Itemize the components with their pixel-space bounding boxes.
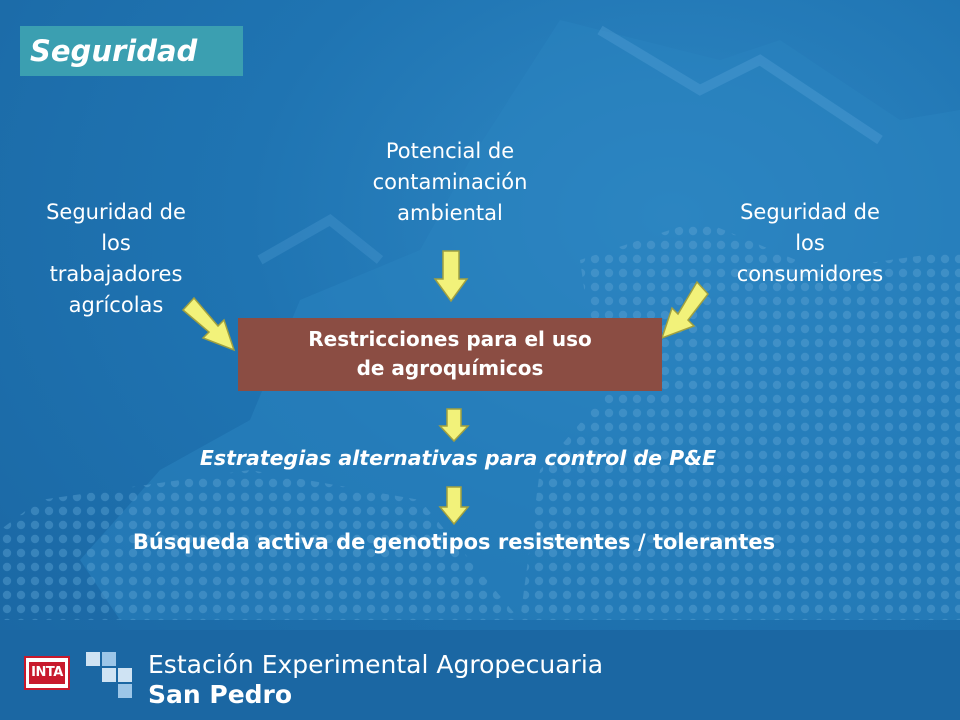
inta-logo-text: INTA — [29, 662, 65, 684]
genotype-search-text: Búsqueda activa de genotipos resistentes / tolerantes — [132, 530, 776, 554]
inta-logo — [24, 656, 70, 690]
station-name-line1: Estación Experimental Agropecuaria — [148, 650, 604, 679]
consumer-safety-label: Seguridad de los consumidores — [736, 200, 884, 286]
environmental-contamination-label: Potencial de contaminación ambiental — [372, 139, 528, 225]
station-name-line2: San Pedro — [148, 680, 293, 709]
slide-title: Seguridad — [20, 26, 243, 76]
restrictions-box: Restricciones para el uso de agroquímicos — [238, 318, 662, 391]
footer — [0, 630, 960, 720]
alternative-strategies-text: Estrategias alternativas para control de P&E — [199, 446, 717, 470]
station-logo-icon — [86, 652, 136, 700]
worker-safety-label: Seguridad de los trabajadores agrícolas — [46, 200, 186, 317]
